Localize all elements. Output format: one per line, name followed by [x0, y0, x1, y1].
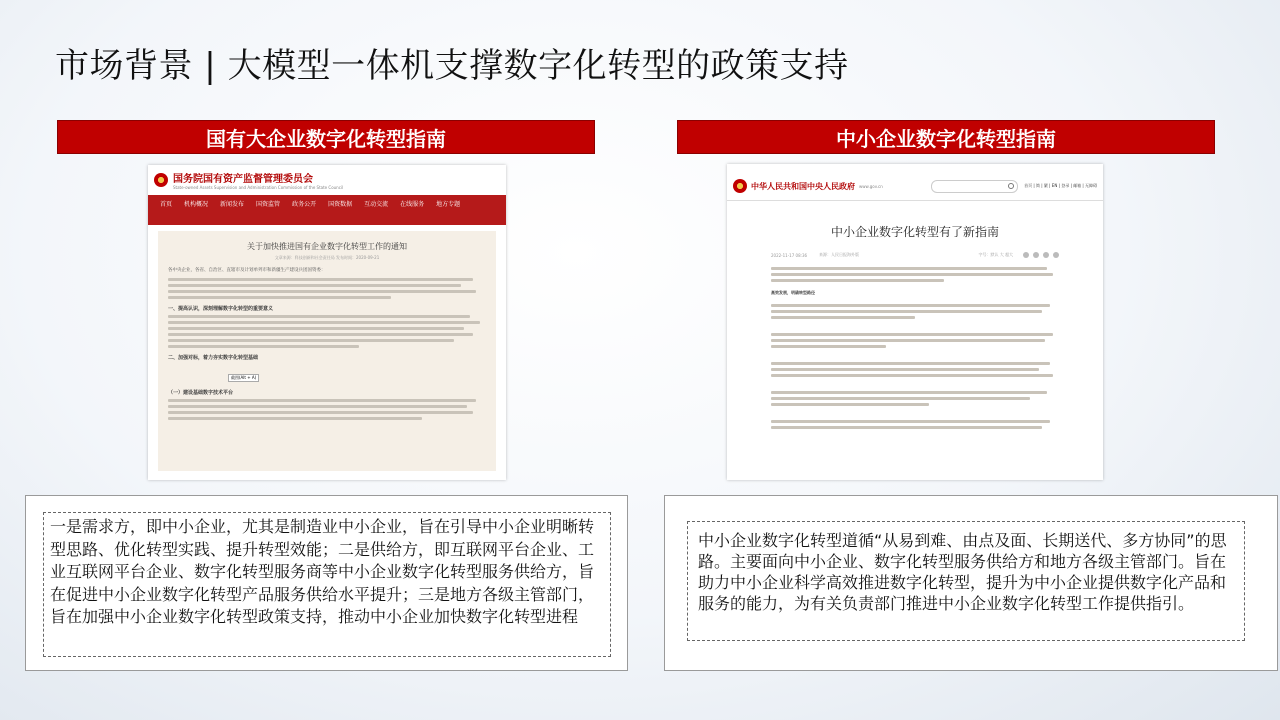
text-line	[168, 411, 473, 414]
share-icon[interactable]	[1033, 252, 1039, 258]
text-line	[168, 290, 476, 293]
notice-meta: 文章来源：科技创新和社会责任局 发布时间：2020-09-21	[274, 255, 380, 260]
text-line	[168, 327, 464, 330]
article-date: 2022-11-17 08:36	[771, 252, 808, 258]
sasac-header	[148, 165, 506, 195]
text-line	[771, 403, 929, 406]
nav-item[interactable]: 地方专题	[436, 201, 461, 208]
article-body	[727, 258, 1103, 438]
text-line	[168, 399, 476, 402]
nav-item[interactable]: 首页	[160, 201, 173, 208]
notice-heading: 二、加强对标，着力夯实数字化转型基础	[168, 355, 259, 361]
text-line	[771, 333, 1053, 336]
national-emblem-icon	[154, 173, 168, 187]
share-icon[interactable]	[1053, 252, 1059, 258]
notice-document	[158, 231, 496, 471]
article-title: 中小企业数字化转型有了新指南	[830, 225, 999, 239]
text-line	[771, 273, 1053, 276]
gov-screenshot	[727, 164, 1103, 480]
screenshot-tooltip: 截图(Alt + A)	[228, 374, 259, 382]
search-input[interactable]	[931, 180, 1018, 193]
text-line	[168, 278, 473, 281]
text-line	[771, 368, 1039, 371]
nav-item[interactable]: 机构概况	[184, 201, 209, 208]
soe-guide-description-card	[25, 495, 628, 671]
font-size-control[interactable]: 字号：默认 大 超大	[978, 252, 1013, 257]
nav-item[interactable]: 在线服务	[400, 201, 425, 208]
text-line	[168, 284, 461, 287]
text-line	[771, 339, 1045, 342]
text-line	[771, 345, 886, 348]
text-line	[771, 267, 1047, 270]
banner-soe-guide: 国有大企业数字化转型指南	[57, 120, 595, 154]
text-line	[771, 374, 1053, 377]
text-line	[168, 333, 473, 336]
sme-guide-description-card	[664, 495, 1278, 671]
notice-subheading: （一）建设基础数字技术平台	[168, 390, 234, 396]
share-icons[interactable]	[1023, 252, 1059, 258]
top-links[interactable]: 首页 | 简 | 繁 | EN | 登录 | 邮箱 | 无障碍	[1024, 183, 1097, 188]
text-line	[771, 420, 1050, 423]
text-line	[771, 316, 915, 319]
text-line	[771, 391, 1047, 394]
soe-guide-description: 一是需求方，即中小企业，尤其是制造业中小企业，旨在引导中小企业明晰转型思路、优化转型实践、提升转型效能；二是供给方，即互联网平台企业、工业互联网平台企业、数字化转型服务商等中小企业数字化转型服务供给方，旨在促进中小企业数字化转型产品服务供给水平提升；三是地方各级主管部门，旨在加强中小企业数字化转型政策支持，推动中小企业加快数字化转型进程	[43, 512, 611, 657]
share-icon[interactable]	[1043, 252, 1049, 258]
nav-item[interactable]: 互动交流	[364, 201, 389, 208]
nav-item[interactable]: 政务公开	[292, 201, 317, 208]
nav-item[interactable]: 国资数据	[328, 201, 353, 208]
banner-sme-guide: 中小企业数字化转型指南	[677, 120, 1215, 154]
site-url: www.gov.cn	[859, 183, 883, 189]
text-line	[771, 397, 1030, 400]
sasac-nav-bar	[148, 195, 506, 225]
article-source: 来源：人民日报海外版	[819, 252, 860, 257]
sasac-screenshot	[148, 165, 506, 480]
text-line	[771, 426, 1042, 429]
text-line	[771, 310, 1042, 313]
nav-item[interactable]: 国资监管	[256, 201, 281, 208]
text-line	[168, 345, 359, 348]
slide-title: 市场背景 | 大模型一体机支撑数字化转型的政策支持	[55, 46, 849, 86]
nav-item[interactable]: 新闻发布	[220, 201, 245, 208]
national-emblem-icon	[733, 179, 747, 193]
text-line	[771, 279, 944, 282]
org-name-en: State-owned Assets Supervision and Administration Commission of the State Council	[173, 185, 344, 190]
org-name: 国务院国有资产监督管理委员会	[173, 174, 313, 185]
notice-heading: 一、提高认识，深刻理解数字化转型的重要意义	[168, 306, 274, 312]
article-subheading: 高效发展，明确转型路径	[771, 290, 815, 295]
text-line	[771, 304, 1050, 307]
gov-header	[727, 172, 1103, 201]
notice-greeting: 各中央企业，各省、自治区、直辖市及计划单列市和新疆生产建设兵团国资委：	[168, 268, 326, 273]
share-icon[interactable]	[1023, 252, 1029, 258]
text-line	[168, 321, 480, 324]
text-line	[168, 296, 391, 299]
text-line	[168, 339, 454, 342]
text-line	[168, 405, 467, 408]
text-line	[168, 417, 422, 420]
text-line	[771, 362, 1050, 365]
text-line	[168, 315, 470, 318]
site-name: 中华人民共和国中央人民政府	[751, 181, 855, 191]
sme-guide-description: 中小企业数字化转型道循“从易到难、由点及面、长期送代、多方协同”的思路。主要面向中小企业、数字化转型服务供给方和地方各级主管部门。旨在助力中小企业科学高效推进数字化转型，提升为中小企业提供数字化产品和服务的能力，为有关负责部门推进中小企业数字化转型工作提供指引。	[687, 521, 1245, 641]
notice-title: 关于加快推进国有企业数字化转型工作的通知	[247, 242, 407, 251]
